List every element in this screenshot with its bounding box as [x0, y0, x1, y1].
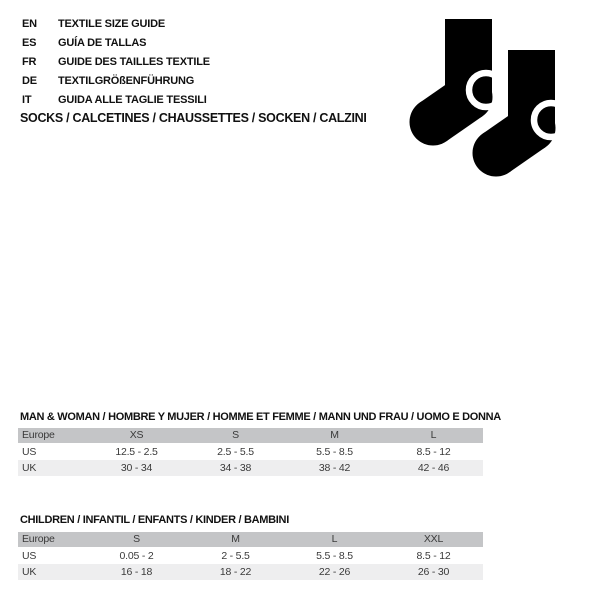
language-row-fr [22, 52, 210, 71]
table-row-us [18, 444, 483, 460]
language-row-it [22, 91, 210, 110]
size-cell: 2.5 - 5.5 [217, 446, 254, 458]
size-cell: 5.5 - 8.5 [316, 446, 353, 458]
table-row-us [18, 548, 483, 564]
language-label: TEXTILGRÖßENFÜHRUNG [58, 75, 195, 88]
language-label: GUIDA ALLE TAGLIE TESSILI [58, 94, 207, 107]
column-header: L [331, 533, 338, 545]
size-cell: 8.5 - 12 [416, 550, 451, 562]
language-list [22, 14, 210, 110]
size-cell: 16 - 18 [120, 566, 153, 578]
language-row-es [22, 33, 210, 52]
size-cell: 0.05 - 2 [119, 550, 154, 562]
size-cell: 26 - 30 [417, 566, 450, 578]
language-row-en [22, 14, 210, 33]
column-header: XS [129, 429, 144, 441]
language-label: TEXTILE SIZE GUIDE [58, 17, 166, 30]
row-label: UK [22, 462, 37, 474]
row-label: US [22, 446, 37, 458]
row-label: UK [22, 566, 37, 578]
size-cell: 38 - 42 [318, 462, 351, 474]
size-table-man-woman [18, 428, 483, 476]
size-cell: 5.5 - 8.5 [316, 550, 353, 562]
size-table-children [18, 532, 483, 580]
size-cell: 12.5 - 2.5 [115, 446, 158, 458]
language-row-de [22, 72, 210, 91]
table-title-children: CHILDREN / INFANTIL / ENFANTS / KINDER / BAMBINI [20, 514, 289, 526]
size-cell: 2 - 5.5 [221, 550, 250, 562]
column-header: XXL [423, 533, 444, 545]
row-label: US [22, 550, 37, 562]
column-header: L [430, 429, 437, 441]
language-code: IT [22, 94, 32, 107]
column-header: M [330, 429, 339, 441]
language-label: GUÍA DE TALLAS [58, 36, 147, 49]
column-header: M [231, 533, 240, 545]
size-cell: 30 - 34 [120, 462, 153, 474]
size-cell: 8.5 - 12 [416, 446, 451, 458]
language-code: DE [22, 75, 37, 88]
category-heading: SOCKS / CALCETINES / CHAUSSETTES / SOCKEN / CALZINI [20, 111, 367, 125]
table-row-uk [18, 460, 483, 476]
size-cell: 34 - 38 [219, 462, 252, 474]
table-header-row [18, 428, 483, 443]
size-cell: 22 - 26 [318, 566, 351, 578]
column-header: S [133, 533, 140, 545]
column-header: Europe [22, 533, 55, 545]
table-row-uk [18, 564, 483, 580]
table-title-man-woman: MAN & WOMAN / HOMBRE Y MUJER / HOMME ET FEMME / MANN UND FRAU / UOMO E DONNA [20, 411, 501, 423]
size-cell: 42 - 46 [417, 462, 450, 474]
column-header: S [232, 429, 239, 441]
language-code: FR [22, 55, 37, 68]
size-cell: 18 - 22 [219, 566, 252, 578]
column-header: Europe [22, 429, 55, 441]
language-code: ES [22, 36, 37, 49]
language-label: GUIDE DES TAILLES TEXTILE [58, 55, 210, 68]
back-sock [410, 19, 493, 146]
language-code: EN [22, 17, 37, 30]
socks-icon [390, 0, 600, 200]
table-header-row [18, 532, 483, 547]
